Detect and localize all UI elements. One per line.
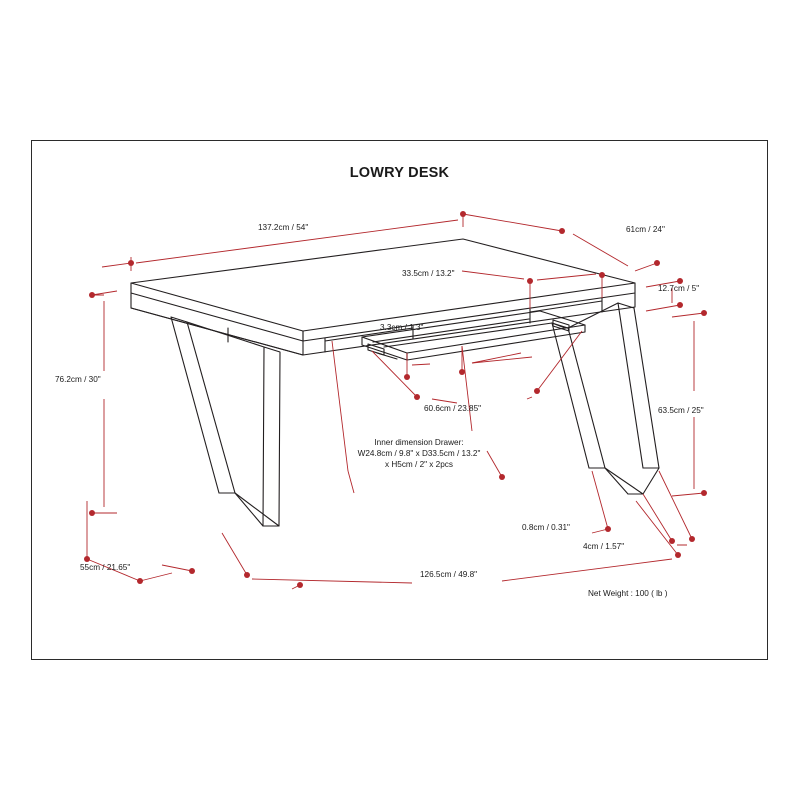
dim-foot-depth: 55cm / 21.65" [80,563,131,572]
inner-drawer-note-line-1: Inner dimension Drawer: [374,438,464,447]
dim-inner-drawer-note [334,437,504,470]
dim-top-depth: 61cm / 24" [626,225,665,234]
dim-apron-height: 12.7cm / 5" [658,284,700,293]
dim-tray-width: 60.6cm / 23.85" [424,404,482,413]
desk-dimension-drawing [32,141,769,661]
dim-drawer-front-width: 33.5cm / 13.2" [402,269,455,278]
dimension-lines [87,214,704,589]
net-weight-label: Net Weight : 100 ( lb ) [588,589,668,598]
dim-overall-height: 76.2cm / 30" [55,375,101,384]
inner-drawer-note-line-3: x H5cm / 2" x 2pcs [385,460,453,470]
dim-leg-height: 63.5cm / 25" [658,406,704,415]
dim-leg-width: 4cm / 1.57" [583,542,625,551]
dim-top-width: 137.2cm / 54" [258,223,309,232]
inner-drawer-note-line-2: W24.8cm / 9.8" x D33.5cm / 13.2" [357,449,481,459]
page-title: LOWRY DESK [349,165,450,181]
dimension-dots [84,211,707,588]
desk-outline [131,239,659,526]
dim-foot-span-width: 126.5cm / 49.8" [420,570,478,579]
drawing-frame [31,140,768,660]
dim-leg-thickness: 0.8cm / 0.31" [522,523,570,532]
dim-tray-thickness: 3.3cm / 1.3" [380,323,424,332]
